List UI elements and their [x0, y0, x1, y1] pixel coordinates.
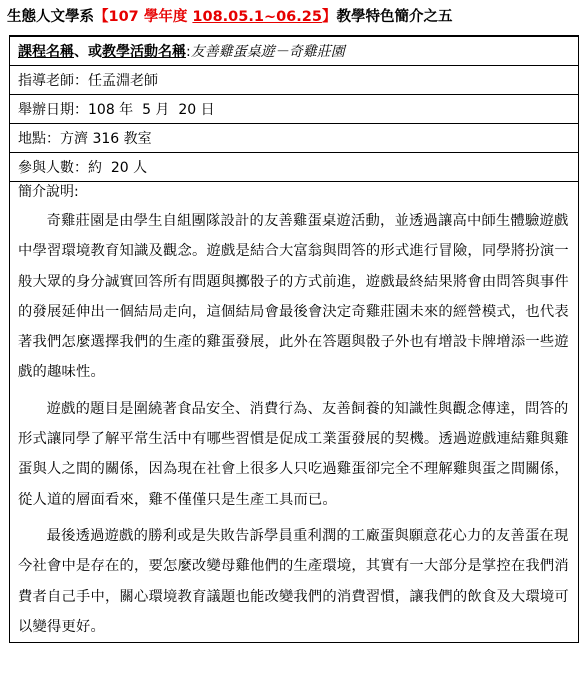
- heading-department: 生態人文學系: [7, 9, 94, 25]
- activity-name-label: 教學活動名稱: [102, 44, 186, 60]
- heading-bracket-open: 【: [94, 9, 109, 25]
- heading-title: 教學特色簡介之五: [336, 9, 453, 25]
- introduction-label: 簡介說明:: [18, 184, 79, 200]
- course-name-label: 課程名稱: [18, 44, 74, 60]
- introduction-row: [10, 182, 579, 643]
- location-cell: 地點：方濟 316 教室: [10, 124, 579, 153]
- attendees-cell: 參與人數：約 20 人: [10, 153, 579, 182]
- page-heading: [7, 4, 583, 30]
- heading-bracket-close: 】: [321, 9, 337, 25]
- date-cell: 舉辦日期：108 年 5 月 20 日: [10, 95, 579, 124]
- introduction-paragraph-3: 最後透過遊戲的勝利或是失敗告訴學員重利潤的工廠蛋與願意花心力的友善蛋在現今社會中是存在的，要怎麼改變母雞他們的生產環境，其實有一大部分是掌控在我們消費者自己手中，關心環境教育議題也能改變我們的消費習慣，讓我們的飲食及大環境可以變得更好。: [18, 527, 569, 635]
- course-label-separator: 、或: [74, 44, 102, 60]
- introduction-paragraph-1: 奇雞莊園是由學生自組團隊設計的友善雞蛋桌遊活動，並透過讓高中師生體驗遊戲中學習環境教育知識及觀念。遊戲是結合大富翁與問答的形式進行冒險，同學將扮演一般大眾的身分誠實回答所有問題與擲骰子的方式前進，遊戲最終結果將會由問答與事件的發展延伸出一個結局走向，這個結局會最後會決定奇雞莊園未來的經營模式，也代表著我們怎麼選擇我們的生產的雞蛋發展，此外在答題與骰子外也有增設卡牌增添一些遊戲的趣味性。: [18, 213, 569, 381]
- course-label-colon: :: [186, 44, 191, 60]
- activity-info-table: [9, 35, 579, 643]
- heading-academic-year: 107 學年度: [108, 9, 188, 25]
- teacher-cell: 指導老師：任孟淵老師: [10, 66, 579, 95]
- course-row: [10, 36, 579, 66]
- introduction-cell: [10, 182, 579, 643]
- location-row: [10, 124, 579, 153]
- teacher-row: [10, 66, 579, 95]
- attendees-row: [10, 153, 579, 182]
- date-row: [10, 95, 579, 124]
- course-cell: [10, 36, 579, 66]
- course-name-value: 友善雞蛋桌遊－奇雞莊園: [190, 44, 345, 60]
- heading-date-range: 108.05.1~06.25: [192, 9, 322, 25]
- introduction-paragraph-2: 遊戲的題目是圍繞著食品安全、消費行為、友善飼養的知識性與觀念傳達，問答的形式讓同學了解平常生活中有哪些習慣是促成工業蛋發展的契機。透過遊戲連結雞與雞蛋與人之間的關係，因為現在社會上很多人只吃過雞蛋卻完全不理解雞與蛋之間關係，從人道的層面看來，雞不僅僅只是生產工具而已。: [18, 400, 569, 508]
